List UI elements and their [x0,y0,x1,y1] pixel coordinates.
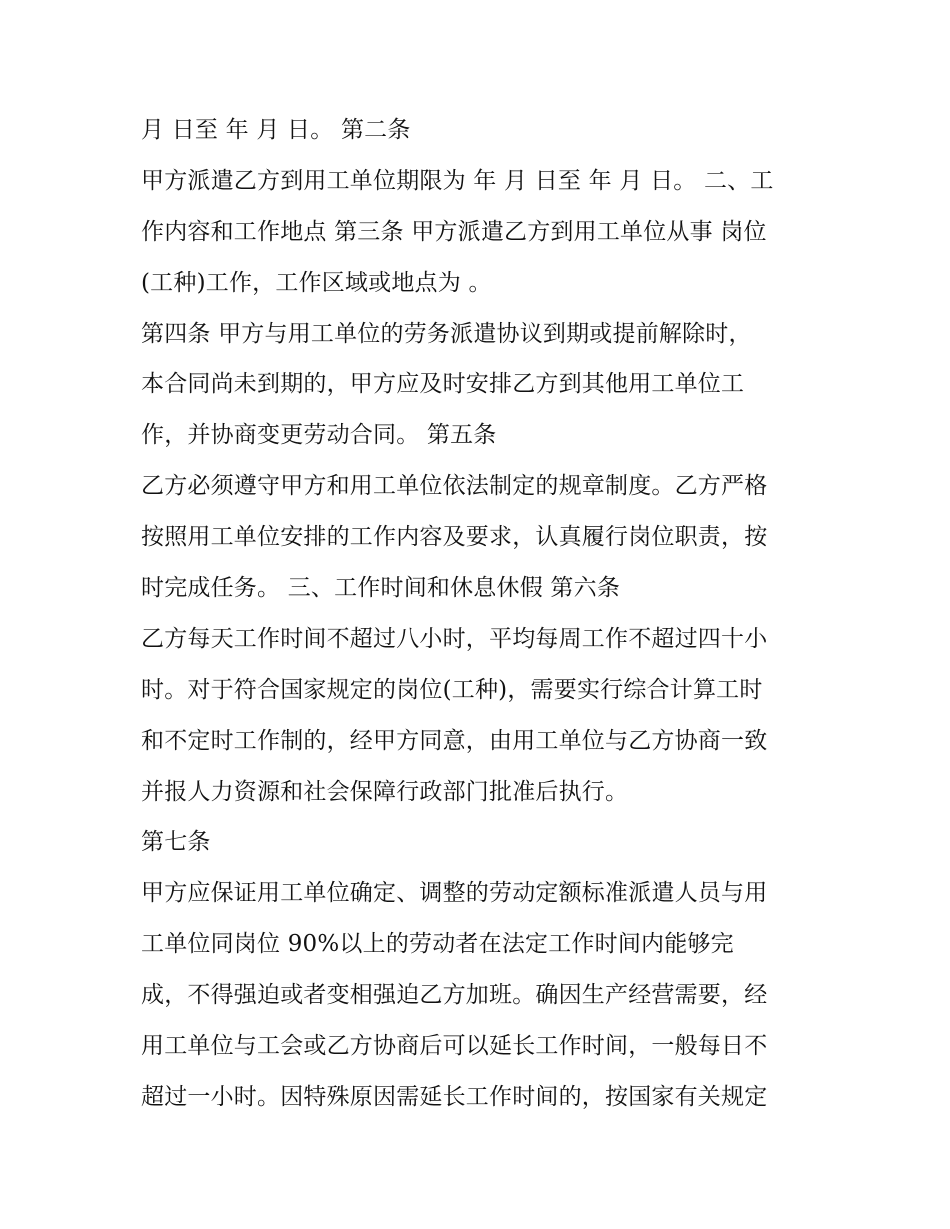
text-line: 本合同尚未到期的，甲方应及时安排乙方到其他用工单位工 [141,371,745,398]
text-line: 和不定时工作制的，经甲方同意，由用工单位与乙方协商一致 [141,727,768,754]
text-line: 月 日至 年 月 日。 第二条 [141,117,411,143]
text-line: 甲方派遣乙方到用工单位期限为 年 月 日至 年 月 日。 二、工 [141,167,774,194]
text-line: 时。对于符合国家规定的岗位(工种)，需要实行综合计算工时 [141,676,763,703]
text-line: 按照用工单位安排的工作内容及要求，认真履行岗位职责，按 [141,524,768,551]
text-line: 工单位同岗位 90%以上的劳动者在法定工作时间内能够完 [141,931,734,958]
document-body [141,108,821,1126]
text-line: 作，并协商变更劳动合同。 第五条 [141,422,497,449]
text-line: 甲方应保证用工单位确定、调整的劳动定额标准派遣人员与用 [141,880,768,907]
text-line: 用工单位与工会或乙方协商后可以延长工作时间，一般每日不 [141,1033,768,1060]
text-line: (工种)工作，工作区域或地点为 。 [141,269,492,296]
text-line: 作内容和工作地点 第三条 甲方派遣乙方到用工单位从事 岗位 [141,218,767,245]
text-line: 第七条 [141,829,211,856]
text-line: 第四条 甲方与用工单位的劳务派遣协议到期或提前解除时， [141,320,752,347]
text-line: 时完成任务。 三、工作时间和休息休假 第六条 [141,575,621,602]
text-line: 乙方必须遵守甲方和用工单位依法制定的规章制度。乙方严格 [141,473,768,500]
text-line: 并报人力资源和社会保障行政部门批准后执行。 [141,778,629,805]
text-line: 乙方每天工作时间不超过八小时，平均每周工作不超过四十小 [141,625,768,652]
text-line: 超过一小时。因特殊原因需延长工作时间的，按国家有关规定 [141,1083,768,1110]
text-line: 成，不得强迫或者变相强迫乙方加班。确因生产经营需要，经 [141,982,768,1009]
